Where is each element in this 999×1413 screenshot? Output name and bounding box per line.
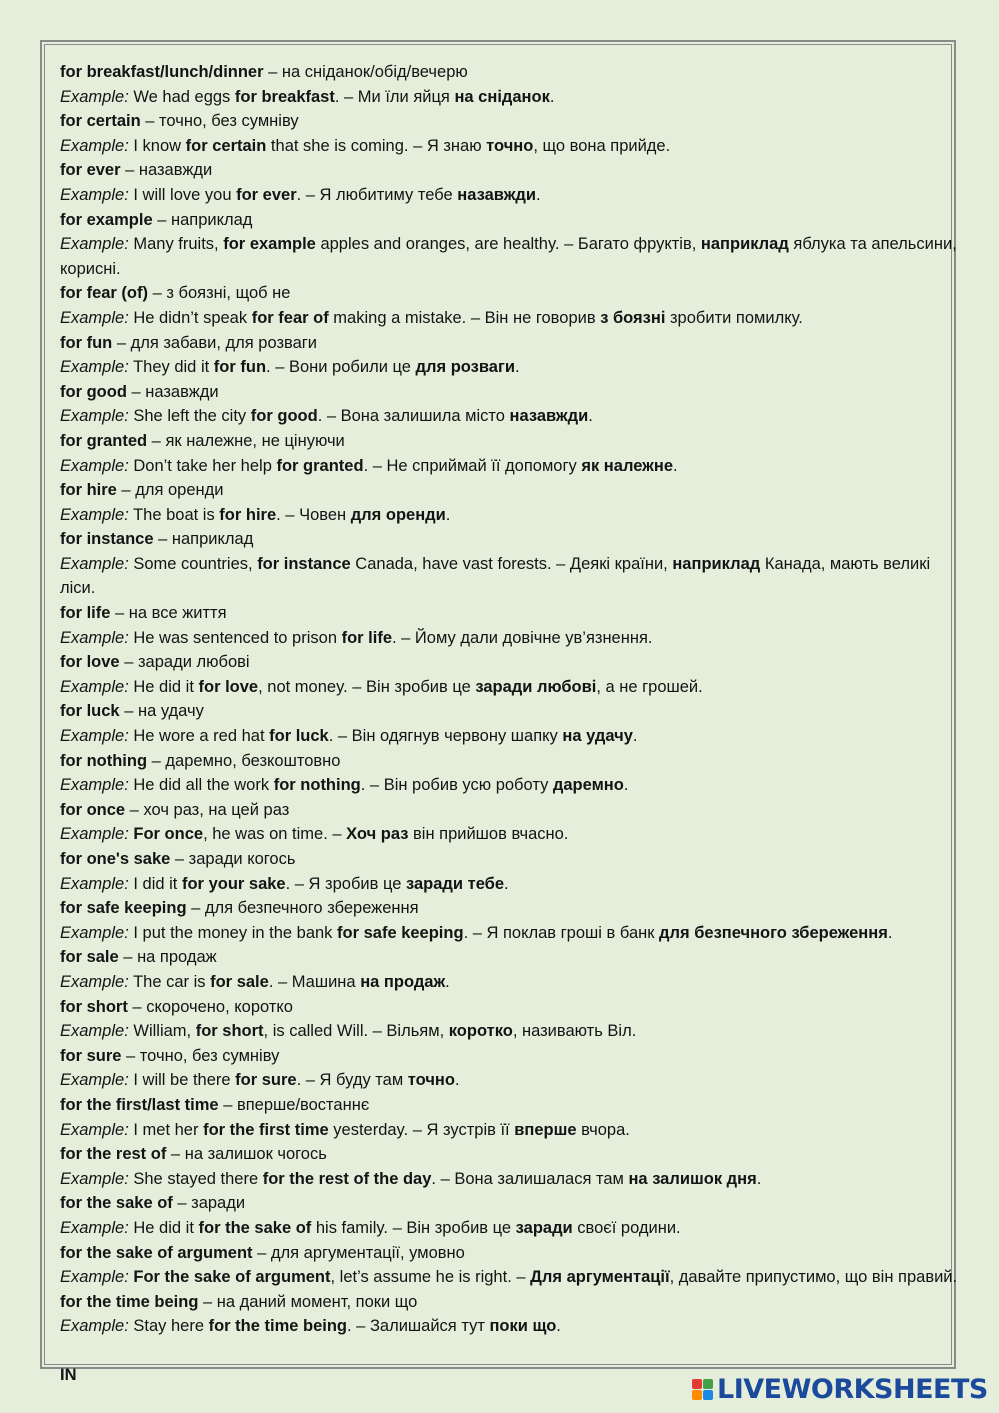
phrase-line xyxy=(60,158,970,183)
phrase-line xyxy=(60,798,970,823)
dash: – xyxy=(148,284,167,303)
phrase-line xyxy=(60,896,970,921)
liveworksheets-logo-icon xyxy=(692,1379,713,1400)
example-text: The boat is xyxy=(133,505,220,524)
example-text: . xyxy=(673,456,678,475)
logo-tile xyxy=(703,1390,713,1400)
example-highlight: for hire xyxy=(219,505,277,524)
example-text: Canada, have vast forests. – Деякі країни, xyxy=(350,554,673,573)
phrase-term: for the sake of xyxy=(60,1194,173,1213)
phrase-meaning: на даний момент, поки що xyxy=(216,1292,418,1311)
dash: – xyxy=(153,530,172,549)
phrase-line xyxy=(60,208,970,233)
phrase-meaning: як належне, не цінуючи xyxy=(165,431,345,450)
dash: – xyxy=(119,653,138,672)
phrase-meaning: для оренди xyxy=(135,481,224,500)
phrase-term: for one's sake xyxy=(60,850,171,868)
example-line xyxy=(60,404,970,429)
example-label: Example: xyxy=(60,677,129,696)
example-line xyxy=(60,970,970,995)
example-label: Example: xyxy=(60,358,129,377)
example-label: Example: xyxy=(60,235,129,254)
phrase-term: for instance xyxy=(60,530,154,549)
dash: – xyxy=(121,1046,140,1065)
phrase-line xyxy=(60,281,970,306)
example-line xyxy=(60,1118,970,1143)
example-highlight: for the first time xyxy=(203,1120,329,1139)
example-label: Example: xyxy=(60,628,129,647)
example-highlight: коротко xyxy=(448,1022,513,1041)
example-highlight: на сніданок xyxy=(454,87,550,106)
example-highlight: з боязні xyxy=(600,308,666,327)
example-text: , is called Will. – Вільям, xyxy=(263,1022,449,1041)
dash: – xyxy=(118,948,138,967)
example-highlight: for sale xyxy=(210,972,269,991)
phrase-term: for fun xyxy=(60,333,113,352)
example-text: She left the city xyxy=(133,407,251,426)
example-text: . – Я любитиму тебе xyxy=(296,185,458,204)
logo-tile xyxy=(692,1379,702,1389)
example-highlight: поки що xyxy=(489,1317,557,1336)
example-label: Example: xyxy=(60,1218,129,1237)
example-highlight: точно xyxy=(486,136,534,155)
example-text: . xyxy=(454,1071,460,1090)
phrase-meaning: на продаж xyxy=(137,948,217,967)
example-highlight: for the time being xyxy=(208,1317,348,1336)
example-text: . – Вона залишалася там xyxy=(431,1169,629,1188)
example-text: . – Вони робили це xyxy=(266,358,416,377)
example-text: . – Вона залишила місто xyxy=(317,407,510,426)
example-line xyxy=(60,724,970,749)
example-label: Example: xyxy=(60,407,129,426)
example-highlight: точно xyxy=(407,1071,455,1090)
example-label: Example: xyxy=(60,1071,129,1090)
example-text: . xyxy=(887,923,893,942)
example-highlight: for ever xyxy=(236,185,297,204)
phrase-line xyxy=(60,527,970,552)
example-highlight: for nothing xyxy=(273,776,361,795)
example-highlight: for sure xyxy=(235,1071,297,1090)
phrase-meaning: даремно, безкоштовно xyxy=(165,751,341,770)
example-text: . xyxy=(756,1169,762,1188)
phrase-line xyxy=(60,1093,970,1118)
phrase-line xyxy=(60,699,970,724)
phrase-meaning: назавжди xyxy=(145,382,219,401)
example-line xyxy=(60,1019,970,1044)
example-line xyxy=(60,872,970,897)
phrase-line xyxy=(60,1241,970,1266)
example-line xyxy=(60,1265,970,1290)
example-label: Example: xyxy=(60,87,129,106)
dash: – xyxy=(112,333,131,352)
example-highlight: for example xyxy=(223,235,316,254)
example-line xyxy=(60,1314,970,1339)
example-label: Example: xyxy=(60,136,129,155)
phrase-meaning: заради любові xyxy=(137,653,250,672)
example-text: The car is xyxy=(133,972,211,991)
example-text: I will be there xyxy=(133,1071,236,1090)
example-text: . xyxy=(445,505,451,524)
example-line xyxy=(60,822,970,847)
phrase-term: for hire xyxy=(60,481,117,500)
example-text: . – Машина xyxy=(268,972,361,991)
example-text: , що вона прийде. xyxy=(533,136,671,155)
example-label: Example: xyxy=(60,456,129,475)
example-text: . xyxy=(536,185,541,204)
example-line xyxy=(60,85,970,110)
phrase-term: for the sake of argument xyxy=(60,1243,253,1262)
example-highlight: назавжди xyxy=(457,185,537,204)
example-text: I met her xyxy=(133,1120,204,1139)
example-highlight: Для аргументації xyxy=(530,1268,670,1287)
example-text: making a mistake. – Він не говорив xyxy=(328,308,601,327)
example-text: Don’t take her help xyxy=(133,456,277,475)
phrase-term: for sale xyxy=(60,948,119,967)
example-highlight: for breakfast xyxy=(234,87,335,106)
example-highlight: на залишок дня xyxy=(628,1169,757,1188)
example-line xyxy=(60,1068,970,1093)
dash: – xyxy=(263,63,282,81)
example-line xyxy=(60,232,970,281)
example-line xyxy=(60,552,970,601)
phrase-line xyxy=(60,331,970,356)
phrase-term: for sure xyxy=(60,1046,122,1065)
dash: – xyxy=(147,431,166,450)
example-text: . – Йому дали довічне ув’язнення. xyxy=(392,628,653,647)
example-line xyxy=(60,921,970,946)
example-line xyxy=(60,306,970,331)
example-text: He wore a red hat xyxy=(133,727,270,746)
dash: – xyxy=(152,210,171,229)
phrase-meaning: заради когось xyxy=(188,850,296,868)
example-text: I will love you xyxy=(133,185,237,204)
example-label: Example: xyxy=(60,554,129,573)
example-highlight: для безпечного збереження xyxy=(659,923,888,942)
example-text: вчора. xyxy=(576,1120,630,1139)
dash: – xyxy=(125,800,144,819)
example-highlight: for fear of xyxy=(251,308,329,327)
example-text: , а не грошей. xyxy=(596,677,703,696)
example-text: . xyxy=(549,87,555,106)
phrase-meaning: вперше/востаннє xyxy=(236,1095,370,1114)
example-text: , давайте припустимо, що він правий. xyxy=(669,1268,958,1287)
phrase-meaning: назавжди xyxy=(138,161,213,180)
example-highlight: заради тебе xyxy=(406,874,505,893)
example-text: He did it xyxy=(133,1218,199,1237)
example-text: William, xyxy=(133,1022,196,1041)
dash: – xyxy=(198,1292,217,1311)
example-highlight: for the sake of xyxy=(198,1218,312,1237)
example-label: Example: xyxy=(60,1120,129,1139)
example-text: зробити помилку. xyxy=(665,308,803,327)
phrase-term: for short xyxy=(60,997,128,1016)
dash: – xyxy=(172,1194,192,1213)
example-highlight: для розваги xyxy=(415,358,515,377)
phrase-line xyxy=(60,847,970,872)
phrase-line xyxy=(60,1191,970,1216)
example-highlight: вперше xyxy=(514,1120,577,1139)
phrase-term: for the time being xyxy=(60,1292,199,1311)
example-text: . – Я буду там xyxy=(296,1071,408,1090)
brand-name: LIVEWORKSHEETS xyxy=(717,1373,988,1405)
example-text: . xyxy=(588,407,593,426)
example-highlight: for your sake xyxy=(181,874,286,893)
example-highlight: for love xyxy=(198,677,259,696)
phrase-meaning: скорочено, коротко xyxy=(146,997,293,1016)
example-text: apples and oranges, are healthy. – Багато фруктів, xyxy=(315,235,701,254)
phrase-meaning: точно, без сумніву xyxy=(139,1046,280,1065)
phrase-meaning: для аргументації, умовно xyxy=(270,1243,465,1262)
dash: – xyxy=(127,997,147,1016)
phrase-term: for good xyxy=(60,382,127,401)
phrase-term: for the first/last time xyxy=(60,1095,219,1114)
example-text: They did it xyxy=(133,358,214,377)
example-text: , let’s assume he is right. – xyxy=(330,1268,531,1287)
example-label: Example: xyxy=(60,1169,129,1188)
example-label: Example: xyxy=(60,1317,129,1336)
example-highlight: Хоч раз xyxy=(346,825,409,844)
dash: – xyxy=(170,850,189,868)
example-highlight: for safe keeping xyxy=(337,923,464,942)
example-text: Канада, мають великі ліси. xyxy=(60,554,931,598)
example-text: . – Я поклав гроші в банк xyxy=(463,923,660,942)
phrase-meaning: на удачу xyxy=(137,702,204,721)
phrase-meaning: точно, без сумніву xyxy=(159,112,299,131)
example-line xyxy=(60,773,970,798)
phrase-line xyxy=(60,601,970,626)
phrase-line xyxy=(60,995,970,1020)
example-highlight: for luck xyxy=(269,727,329,746)
phrase-line xyxy=(60,650,970,675)
example-line xyxy=(60,134,970,159)
next-section-label: IN xyxy=(60,1366,77,1384)
example-highlight: for life xyxy=(341,628,392,647)
phrase-line xyxy=(60,1142,970,1167)
logo-tile xyxy=(703,1379,713,1389)
phrase-meaning: заради xyxy=(191,1194,246,1213)
phrase-meaning: на сніданок/обід/вечерю xyxy=(281,63,468,81)
dash: – xyxy=(166,1145,185,1164)
dash: – xyxy=(120,161,139,180)
example-line xyxy=(60,626,970,651)
example-highlight: наприклад xyxy=(672,554,761,573)
example-line xyxy=(60,355,970,380)
example-highlight: For once xyxy=(133,825,204,844)
example-highlight: for granted xyxy=(276,456,364,475)
phrase-term: for life xyxy=(60,604,111,623)
phrase-line xyxy=(60,109,970,134)
example-highlight: for good xyxy=(250,407,318,426)
dash: – xyxy=(186,899,205,918)
phrase-meaning: хоч раз, на цей раз xyxy=(143,800,290,819)
example-text: He didn’t speak xyxy=(133,308,252,327)
phrase-term: for nothing xyxy=(60,751,148,770)
example-text: Some countries, xyxy=(133,554,258,573)
example-text: . – Човен xyxy=(276,505,351,524)
example-text: Many fruits, xyxy=(133,235,224,254)
example-highlight: на продаж xyxy=(360,972,446,991)
phrase-meaning: на залишок чогось xyxy=(184,1145,327,1164)
example-label: Example: xyxy=(60,1268,129,1287)
example-text: він прийшов вчасно. xyxy=(408,825,569,844)
dash: – xyxy=(147,751,166,770)
example-text: , not money. – Він зробив це xyxy=(258,677,476,696)
example-label: Example: xyxy=(60,825,129,844)
example-text: своєї родини. xyxy=(572,1218,681,1237)
example-text: . – Він одягнув червону шапку xyxy=(328,727,563,746)
example-label: Example: xyxy=(60,505,129,524)
example-text: his family. – Він зробив це xyxy=(311,1218,516,1237)
dash: – xyxy=(126,382,146,401)
example-line xyxy=(60,675,970,700)
example-label: Example: xyxy=(60,1022,129,1041)
phrase-meaning: наприклад xyxy=(170,210,253,229)
phrase-meaning: для безпечного збереження xyxy=(204,899,419,918)
phrase-term: for safe keeping xyxy=(60,899,187,918)
example-text: , he was on time. – xyxy=(203,825,347,844)
example-text: I know xyxy=(133,136,186,155)
example-highlight: заради любові xyxy=(475,677,597,696)
phrase-term: for ever xyxy=(60,161,121,180)
phrase-line xyxy=(60,945,970,970)
phrase-term: for once xyxy=(60,800,126,819)
example-text: . – Він робив усю роботу xyxy=(360,776,553,795)
example-text: . xyxy=(514,358,520,377)
phrase-line xyxy=(60,478,970,503)
example-label: Example: xyxy=(60,874,129,893)
example-highlight: for the rest of the day xyxy=(262,1169,432,1188)
liveworksheets-brand[interactable] xyxy=(692,1372,988,1406)
dash: – xyxy=(218,1095,237,1114)
example-highlight: як належне xyxy=(581,456,674,475)
example-line xyxy=(60,1167,970,1192)
example-label: Example: xyxy=(60,923,129,942)
example-highlight: для оренди xyxy=(350,505,446,524)
phrase-term: for granted xyxy=(60,431,148,450)
example-text: . – Ми їли яйця xyxy=(334,87,455,106)
phrase-meaning: з боязні, щоб не xyxy=(166,284,291,303)
example-highlight: заради xyxy=(515,1218,573,1237)
example-text: . xyxy=(445,972,450,991)
example-label: Example: xyxy=(60,185,129,204)
example-line xyxy=(60,183,970,208)
example-label: Example: xyxy=(60,308,129,327)
example-line xyxy=(60,454,970,479)
phrase-term: for luck xyxy=(60,702,120,721)
phrase-meaning: на все життя xyxy=(128,604,227,623)
example-label: Example: xyxy=(60,727,129,746)
phrase-term: for fear (of) xyxy=(60,284,148,303)
example-label: Example: xyxy=(60,972,129,991)
phrase-meaning: наприклад xyxy=(171,530,254,549)
phrase-term: for the rest of xyxy=(60,1145,167,1164)
example-highlight: for instance xyxy=(257,554,351,573)
example-highlight: for certain xyxy=(185,136,267,155)
phrase-line xyxy=(60,380,970,405)
example-text: Stay here xyxy=(133,1317,209,1336)
phrase-line xyxy=(60,1290,970,1315)
dash: – xyxy=(119,702,138,721)
example-highlight: на удачу xyxy=(562,727,633,746)
example-line xyxy=(60,1216,970,1241)
phrase-term: for breakfast/lunch/dinner xyxy=(60,63,264,81)
logo-tile xyxy=(692,1390,702,1400)
dash: – xyxy=(140,112,160,131)
example-text: . – Не сприймай її допомогу xyxy=(363,456,582,475)
phrase-term: for certain xyxy=(60,112,141,131)
phrase-line xyxy=(60,1044,970,1069)
example-line xyxy=(60,503,970,528)
example-highlight: даремно xyxy=(552,776,624,795)
example-text: He did all the work xyxy=(133,776,274,795)
example-text: . xyxy=(556,1317,561,1336)
example-text: He was sentenced to prison xyxy=(133,628,342,647)
phrase-line xyxy=(60,429,970,454)
phrase-line xyxy=(60,749,970,774)
phrase-term: for love xyxy=(60,653,120,672)
phrase-list xyxy=(60,60,970,1339)
example-text: . – Я зробив це xyxy=(285,874,406,893)
example-text: , називають Віл. xyxy=(512,1022,637,1041)
example-text: яблука та апельсини, корисні. xyxy=(60,235,957,278)
phrase-line xyxy=(60,60,970,85)
example-text: that she is coming. – Я знаю xyxy=(266,136,487,155)
phrase-meaning: для забави, для розваги xyxy=(130,333,318,352)
example-text: yesterday. – Я зустрів її xyxy=(328,1120,515,1139)
example-label: Example: xyxy=(60,776,129,795)
example-text: . xyxy=(504,874,509,893)
example-text: She stayed there xyxy=(133,1169,263,1188)
example-highlight: for fun xyxy=(213,358,267,377)
example-text: I put the money in the bank xyxy=(133,923,338,942)
dash: – xyxy=(116,481,136,500)
example-highlight: for short xyxy=(195,1022,264,1041)
example-text: . xyxy=(623,776,629,795)
dash: – xyxy=(110,604,129,623)
dash: – xyxy=(252,1243,271,1262)
example-text: . – Залишайся тут xyxy=(347,1317,490,1336)
example-text: We had eggs xyxy=(133,87,235,106)
example-highlight: назавжди xyxy=(509,407,589,426)
phrase-term: for example xyxy=(60,210,153,229)
example-text: I did it xyxy=(133,874,182,893)
example-text: He did it xyxy=(133,677,199,696)
example-highlight: наприклад xyxy=(700,235,789,254)
example-highlight: For the sake of argument xyxy=(133,1268,331,1287)
example-text: . xyxy=(632,727,638,746)
